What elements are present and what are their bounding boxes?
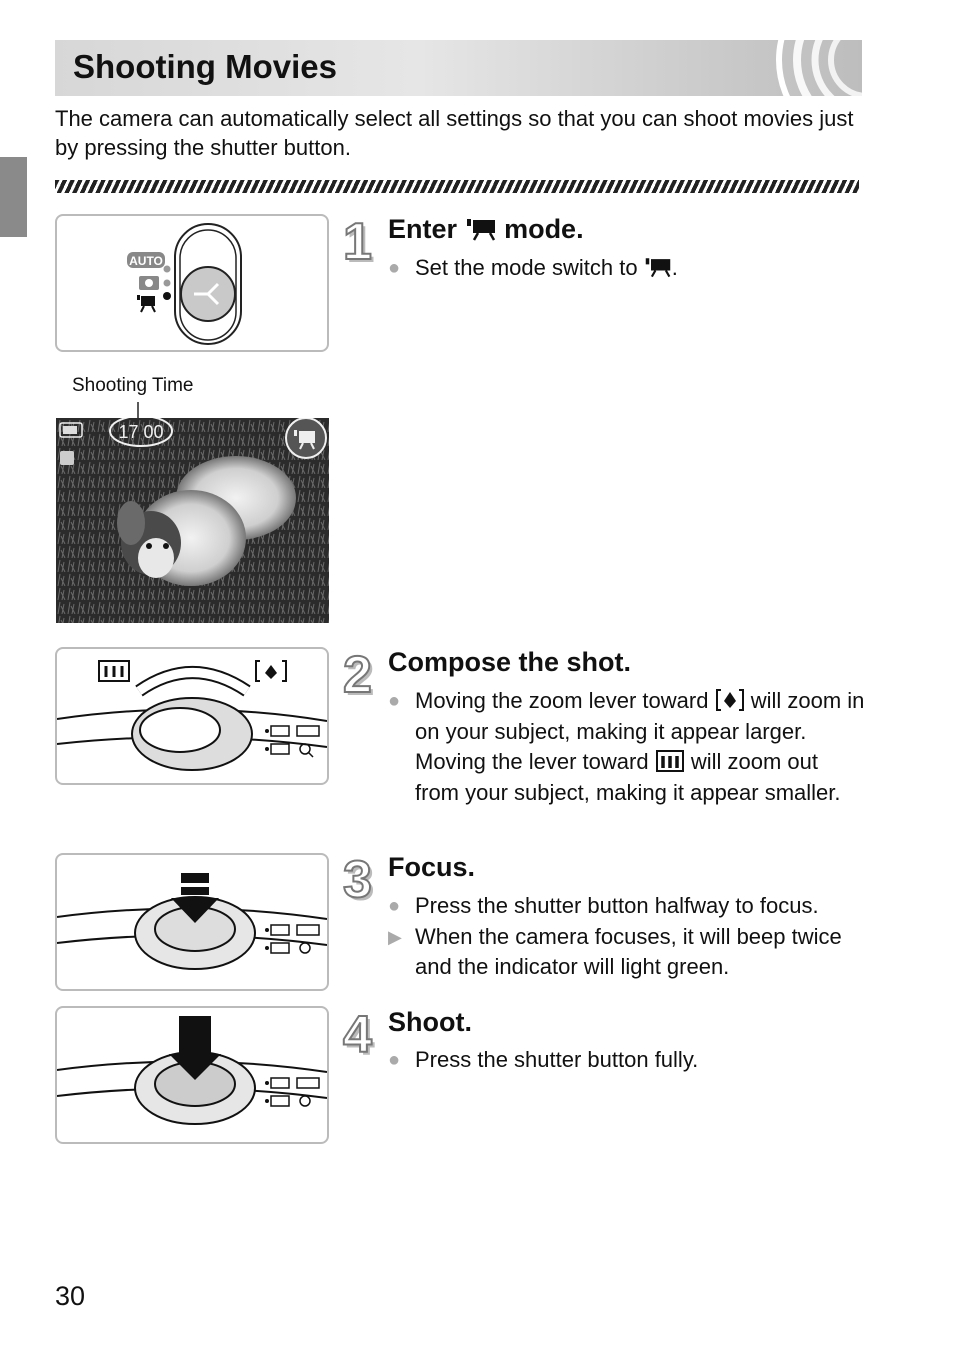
page-title: Shooting Movies: [73, 48, 337, 85]
camera-icon: [139, 276, 159, 290]
wide-angle-icon: [655, 749, 685, 773]
divider: [55, 180, 859, 193]
shooting-time-caption: Shooting Time: [72, 375, 194, 396]
mode-switch-illustration: [55, 214, 329, 352]
step-number: 3: [343, 851, 372, 909]
step-title: Enter mode.: [388, 214, 584, 244]
list-item: ● Press the shutter button halfway to focus.: [388, 893, 819, 918]
step-body: [388, 1045, 868, 1076]
list-item: ▶ When the camera focuses, it will beep twice and the indicator will light green.: [388, 923, 842, 979]
list-item: ● Set the mode switch to .: [388, 255, 678, 280]
shooting-time-readout: 17 00: [118, 422, 164, 442]
movie-mode-icon: [644, 256, 672, 278]
step-body: [388, 253, 868, 284]
list-item: ● Moving the zoom lever toward will zoom in on your subject, making it appear larger. Moving the lever toward will zoom out from your subject, making it appear smaller.: [388, 688, 865, 805]
zoom-lever-illustration: [55, 647, 329, 785]
telephoto-icon: [256, 661, 286, 681]
step-number: 1: [343, 213, 372, 271]
title-bar: [55, 40, 862, 96]
wide-angle-icon: [99, 661, 129, 681]
intro-text: The camera can automatically select all settings so that you can shoot movies just by pressing the shutter button.: [55, 106, 854, 160]
page-number: 30: [55, 1281, 86, 1311]
step-title: Focus.: [388, 852, 476, 882]
movie-mode-icon: [137, 295, 155, 312]
full-press-illustration: [55, 1006, 329, 1144]
list-item: ● Press the shutter button fully.: [388, 1047, 699, 1072]
camera-screen-photo: [56, 418, 329, 623]
telephoto-icon: [715, 688, 745, 712]
step-number: 4: [343, 1006, 372, 1064]
section-tab: [0, 157, 27, 237]
step-title: Compose the shot.: [388, 647, 632, 677]
step-body: [388, 686, 868, 808]
auto-mode-label: AUTO: [129, 254, 163, 268]
step-title: Shoot.: [388, 1007, 472, 1037]
half-press-illustration: [55, 853, 329, 991]
decorative-arcs-icon: [742, 40, 862, 96]
step-body: [388, 891, 868, 983]
movie-mode-icon: [465, 217, 497, 241]
step-number: 2: [343, 646, 372, 704]
